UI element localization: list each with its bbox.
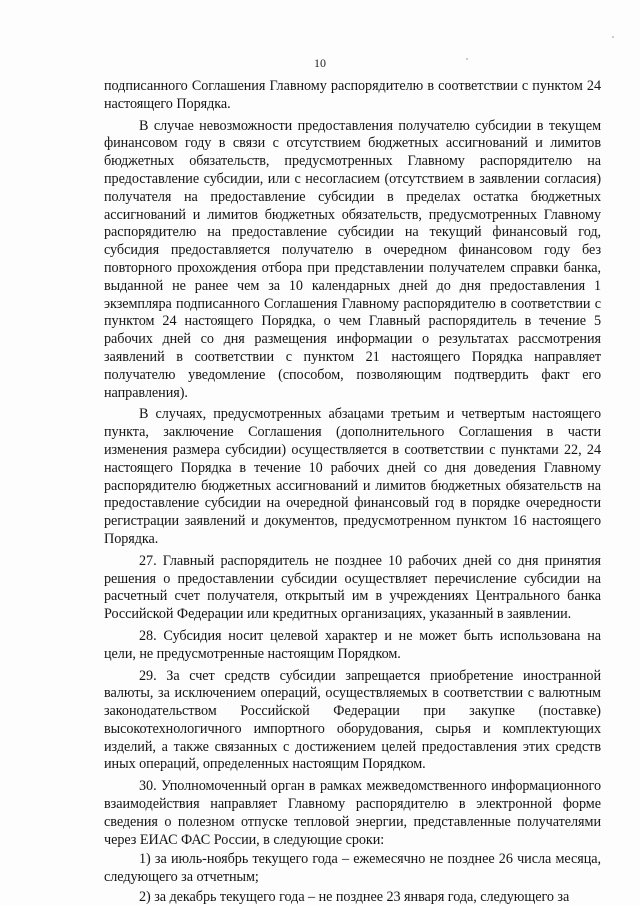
scan-speck bbox=[612, 36, 614, 38]
list-item-july-november: 1) за июль-ноябрь текущего года – ежемесячно не позднее 26 числа месяца, следующего за отчетным; bbox=[104, 851, 601, 886]
scan-speck bbox=[466, 58, 468, 60]
paragraph-clause-29: 29. За счет средств субсидии запрещается приобретение иностранной валюты, за исключением операций, осуществляемых в соответствии с валютным законодательством Российской Федерации при закупке (поставке) высокотехнологичного импортного оборудования, сырья и комплектующих изделий, а также связанных с достижением целей предоставления этих средств иных операций, определенных настоящим Порядком. bbox=[104, 667, 601, 773]
paragraph-clause-28: 28. Субсидия носит целевой характер и не может быть использована на цели, не предусмотренные настоящим Порядком. bbox=[104, 627, 601, 662]
list-item-december: 2) за декабрь текущего года – не позднее 23 января года, следующего за bbox=[139, 889, 570, 906]
paragraph-clause-30: 30. Уполномоченный орган в рамках межведомственного информационного взаимодействия направляет Главному распорядителю в электронной форме сведения о полезном отпуске тепловой энергии, представленные получателями через ЕИАС ФАС России, в следующие сроки: bbox=[104, 778, 601, 848]
document-body bbox=[104, 78, 601, 907]
paragraph-agreement-conclusion: В случаях, предусмотренных абзацами третьим и четвертым настоящего пункта, заключение Соглашения (дополнительного Соглашения в части изменения размера субсидии) осуществляется в соответствии с пунктами 22, 24 настоящего Порядка в течение 10 рабочих дней со дня доведения Главному распорядителю бюджетных ассигнований и лимитов бюджетных обязательств на предоставление субсидии на очередной финансовый год в порядке очередности регистрации заявлений и документов, предусмотренном пунктом 16 настоящего Порядка. bbox=[104, 406, 601, 547]
paragraph-clause-27: 27. Главный распорядитель не позднее 10 рабочих дней со дня принятия решения о предоставлении субсидии осуществляет перечисление субсидии на расчетный счет получателя, открытый им в учреждениях Центрального банка Российской Федерации или кредитных организациях, указанный в заявлении. bbox=[104, 552, 601, 623]
paragraph-continuation: подписанного Соглашения Главному распорядителю в соответствии с пунктом 24 настоящего Порядка. bbox=[104, 78, 601, 112]
page-number: 10 bbox=[314, 56, 326, 70]
paragraph-insufficient-funds: В случае невозможности предоставления получателю субсидии в текущем финансовом году в связи с отсутствием бюджетных ассигнований и лимитов бюджетных обязательств, предусмотренных Главному распорядителю на предоставление субсидии, или с несогласием (отсутствием в заявлении согласия) получателя на предоставление субсидии в пределах остатка бюджетных ассигнований и лимитов бюджетных обязательств, предусмотренных Главному распорядителю на предоставление субсидии на текущий финансовый год, субсидия предоставляется получателю в очередном финансовом году без повторного прохождения отбора при представлении получателем справки банка, выданной не ранее чем за 10 календарных дней до дня предоставления 1 экземпляра подписанного Соглашения Главному распорядителю в соответствии с пунктом 24 настоящего Порядка, о чем Главный распорядитель в течение 5 рабочих дней со дня размещения информации о результатах рассмотрения заявлений в соответствии с пунктом 21 настоящего Порядка направляет получателю уведомление (способом, позволяющим подтвердить факт его направления). bbox=[104, 117, 601, 401]
